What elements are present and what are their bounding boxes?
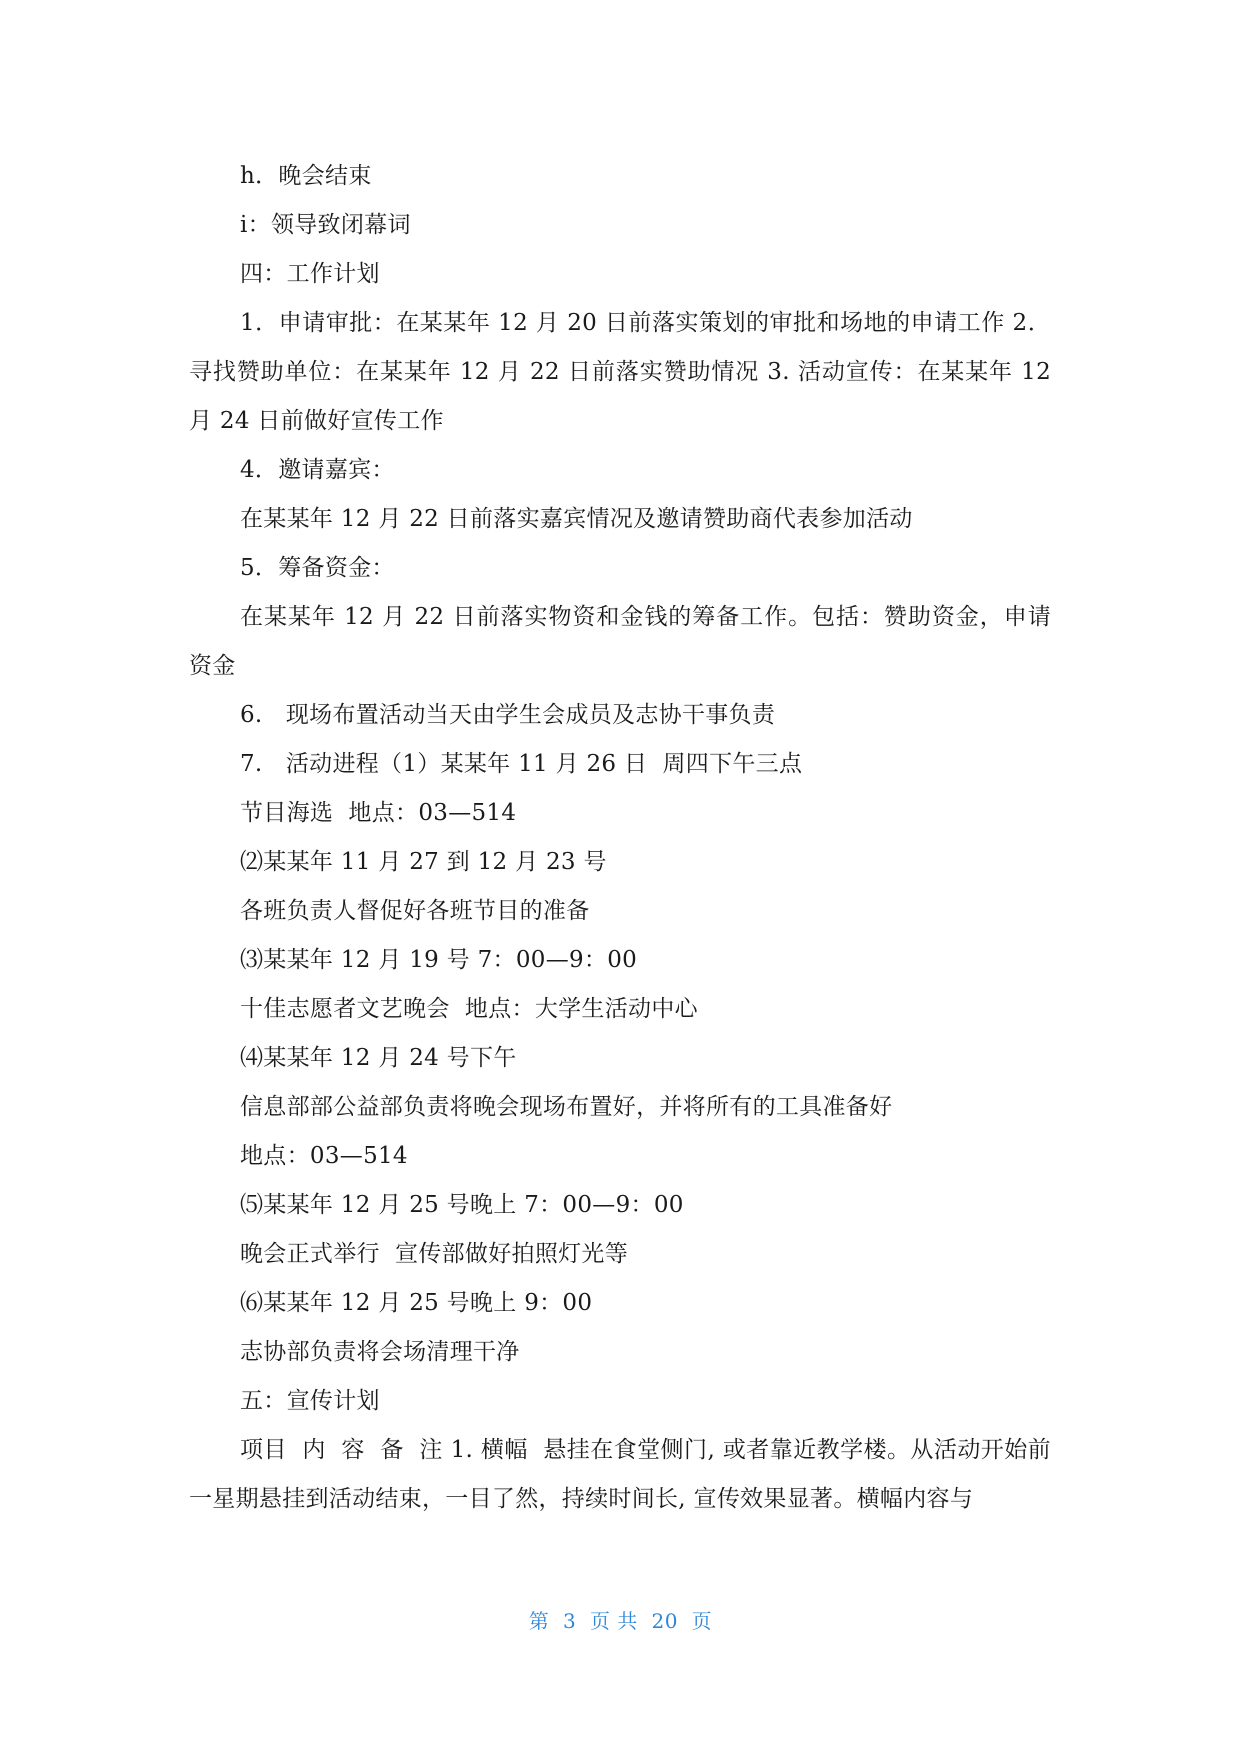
paragraph: 5．筹备资金： — [240, 555, 395, 581]
paragraph: 4．邀请嘉宾： — [240, 457, 395, 483]
paragraph: 晚会正式举行 宣传部做好拍照灯光等 — [240, 1241, 629, 1267]
paragraph: 志协部负责将会场清理干净 — [240, 1339, 520, 1365]
paragraph: ⑶某某年 12 月 19 号 7：00—9：00 — [240, 947, 638, 973]
paragraph: 五：宣传计划 — [240, 1388, 380, 1414]
paragraph: 在某某年 12 月 22 日前落实物资和金钱的筹备工作。包括：赞助资金，申请资金 — [189, 604, 1051, 679]
paragraph: 在某某年 12 月 22 日前落实嘉宾情况及邀请赞助商代表参加活动 — [240, 506, 913, 532]
paragraph: 6. 现场布置活动当天由学生会成员及志协干事负责 — [240, 702, 776, 728]
paragraph: ⑷某某年 12 月 24 号下午 — [240, 1045, 517, 1071]
paragraph: i：领导致闭幕词 — [240, 212, 411, 238]
paragraph: h．晚会结束 — [240, 163, 372, 189]
document-body — [189, 152, 1059, 1524]
paragraph: 地点：03—514 — [240, 1143, 408, 1169]
paragraph: 1．申请审批：在某某年 12 月 20 日前落实策划的审批和场地的申请工作 2．寻找赞助单位：在某某年 12 月 22 日前落实赞助情况 3. 活动宣传：在某某年 12 月 24 日前做好宣传工作 — [189, 310, 1059, 434]
paragraph: ⑸某某年 12 月 25 号晚上 7：00—9：00 — [240, 1192, 684, 1218]
paragraph: 项目 内 容 备 注 1. 横幅 悬挂在食堂侧门, 或者靠近教学楼。从活动开始前一星期悬挂到活动结束，一目了然，持续时间长, 宣传效果显著。横幅内容与 — [189, 1437, 1051, 1512]
paragraph: 信息部部公益部负责将晚会现场布置好，并将所有的工具准备好 — [240, 1094, 893, 1120]
paragraph: ⑵某某年 11 月 27 到 12 月 23 号 — [240, 849, 607, 875]
paragraph: 7. 活动进程（1）某某年 11 月 26 日 周四下午三点 — [240, 751, 803, 777]
paragraph: 十佳志愿者文艺晚会 地点：大学生活动中心 — [240, 996, 698, 1022]
paragraph: 四：工作计划 — [240, 261, 380, 287]
paragraph: 各班负责人督促好各班节目的准备 — [240, 898, 590, 924]
page-footer: 第 3 页 共 20 页 — [528, 1609, 713, 1633]
paragraph: 节目海选 地点：03—514 — [240, 800, 517, 826]
paragraph: ⑹某某年 12 月 25 号晚上 9：00 — [240, 1290, 593, 1316]
